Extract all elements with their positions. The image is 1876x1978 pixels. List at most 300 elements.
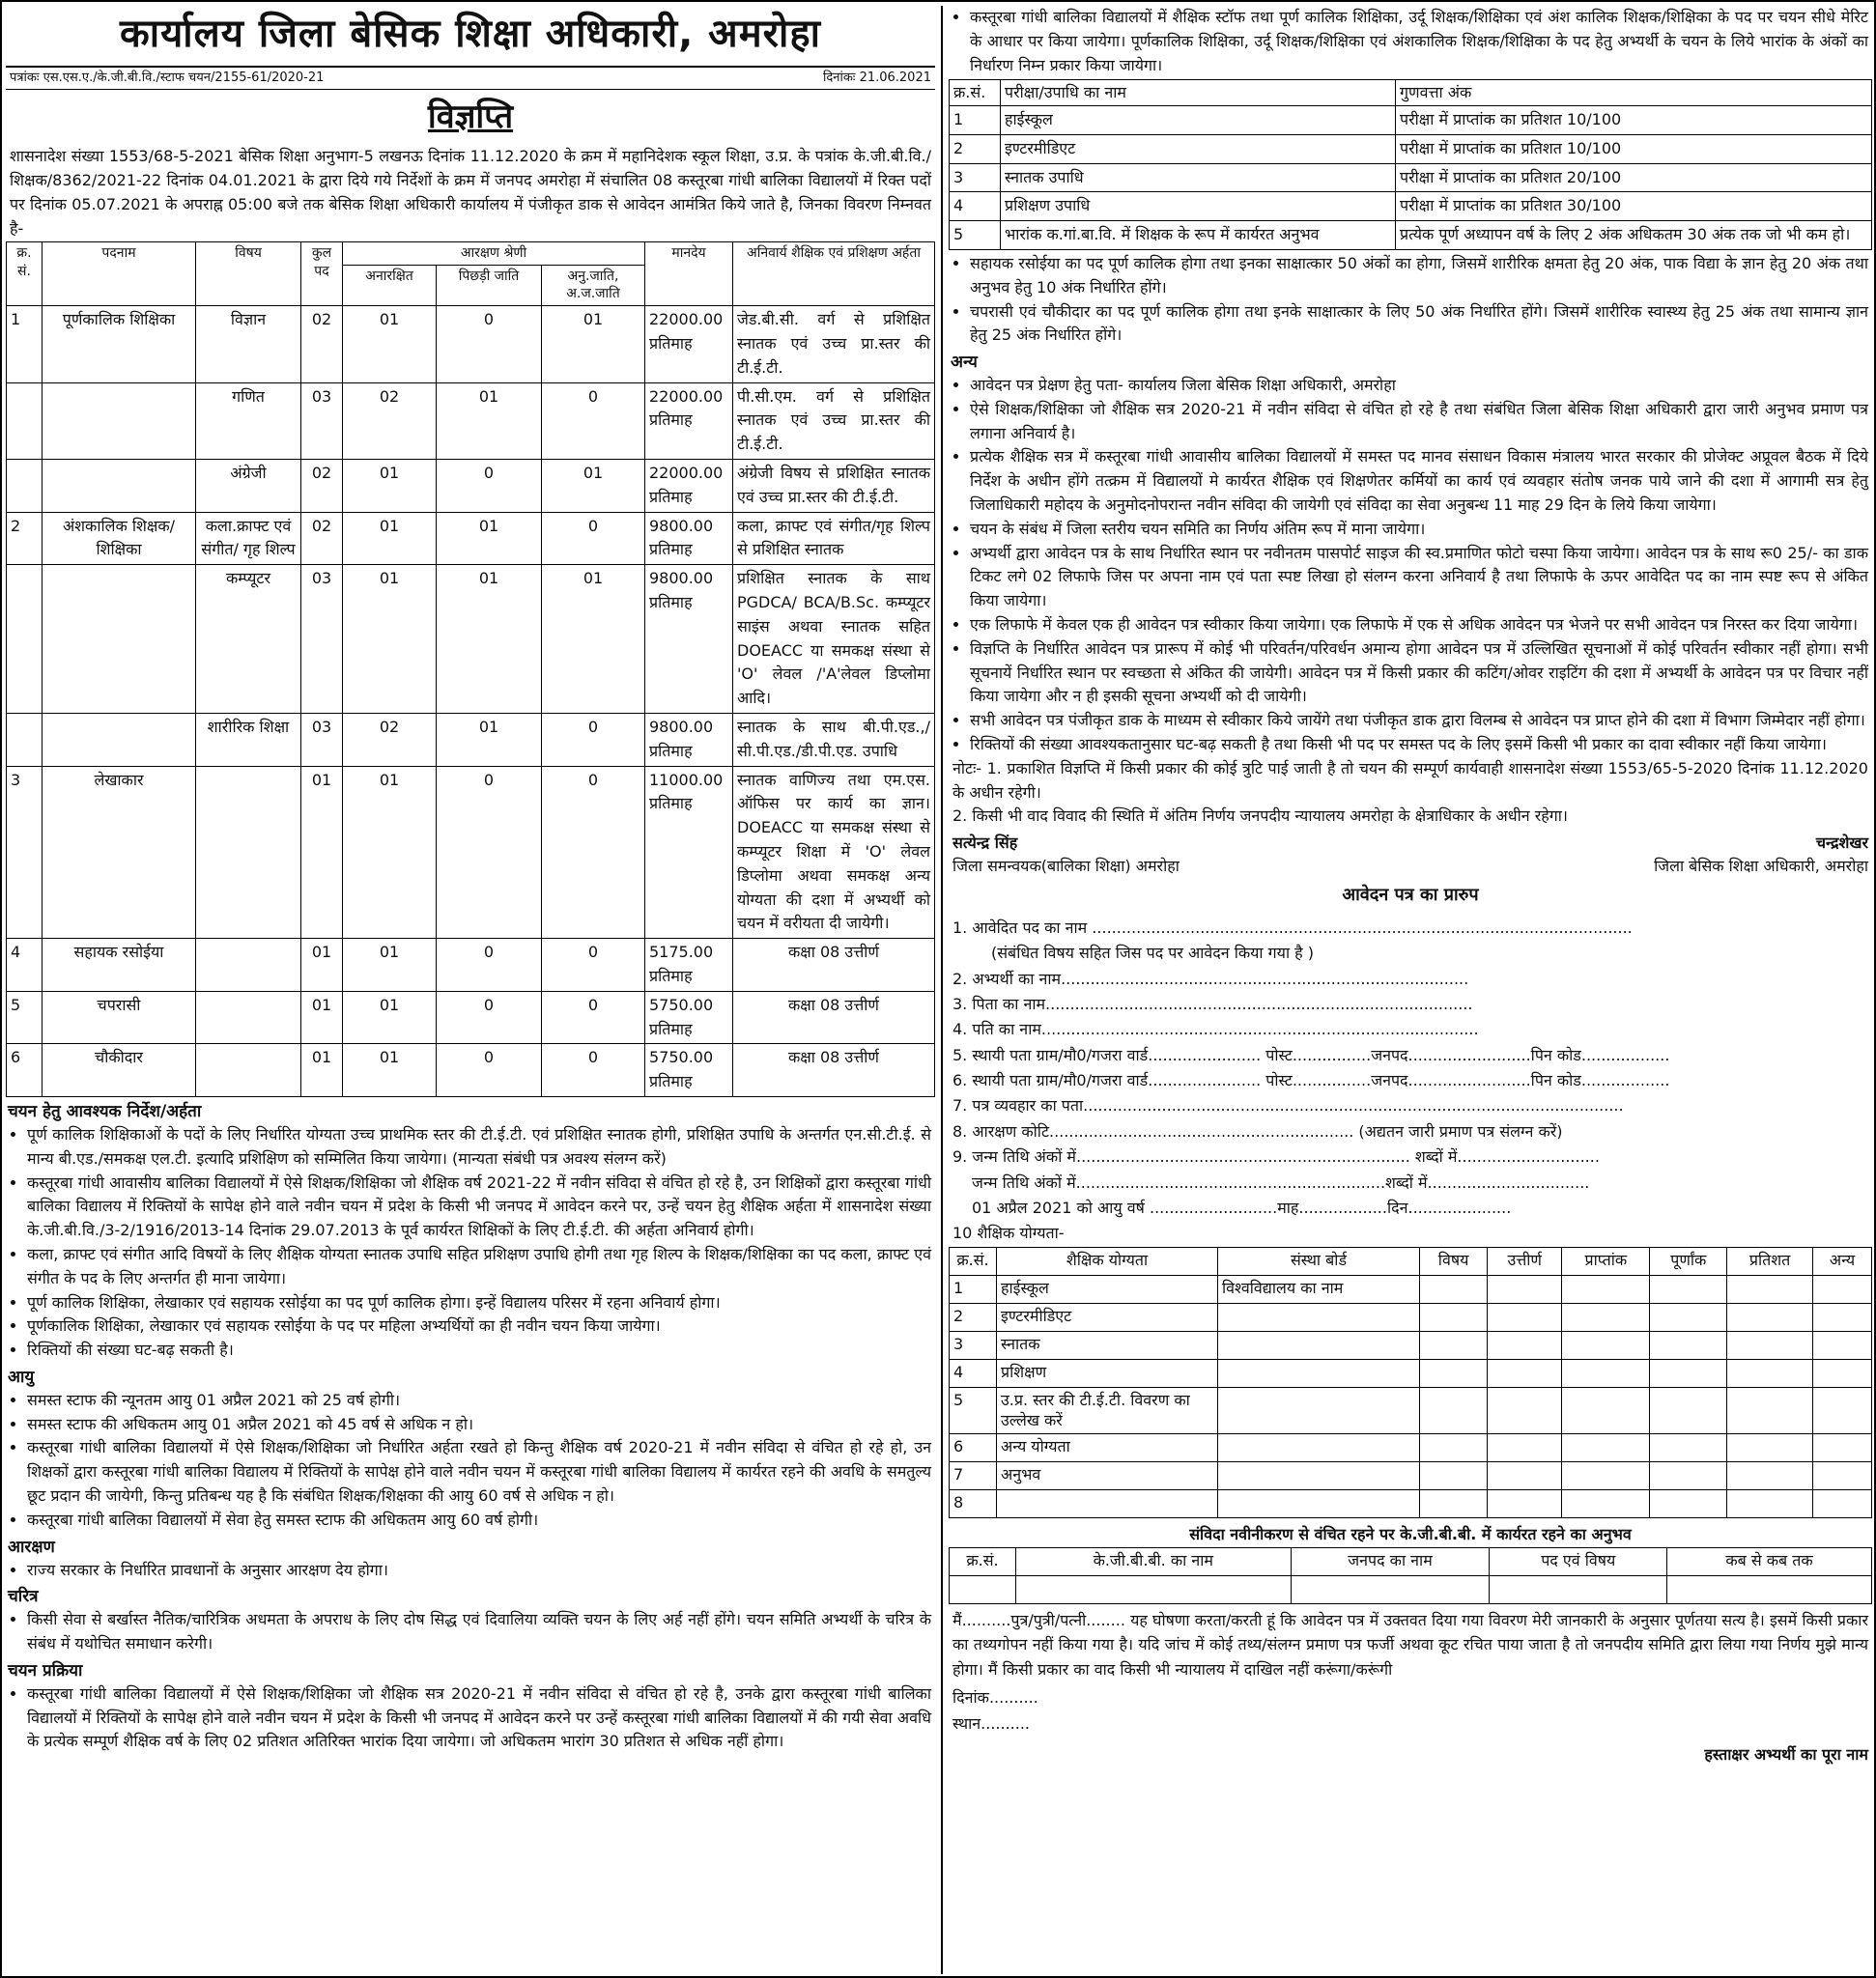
blank-cell[interactable] (1650, 1359, 1727, 1387)
row-scst: 0 (542, 1044, 645, 1097)
row-qualification: स्नातक के साथ बी.पी.एड.,/ सी.पी.एड./डी.पी.एड. उपाधि (733, 714, 935, 767)
form-line: 9. जन्म तिथि अंकों में.................................................................... शब्दों में............................. (952, 1147, 1600, 1167)
blank-cell[interactable] (1562, 1331, 1650, 1359)
blank-cell[interactable] (1650, 1461, 1727, 1489)
row-qualification: प्रशिक्षण (997, 1359, 1218, 1387)
row-marks: प्रत्येक पूर्ण अध्यापन वर्ष के लिए 2 अंक अधिकतम 30 अंक तक जो भी कम हो। (1396, 221, 1872, 250)
col-exam: परीक्षा/उपाधि का नाम (1001, 80, 1396, 106)
list-item: • पूर्ण कालिक शिक्षिका, लेखाकार एवं सहायक रसोईया का पद पूर्ण कालिक होगा। इन्हें विद्यालय परिसर में रहना अनिवार्य होगा। (27, 1291, 931, 1315)
list-item: • कस्तूरबा गांधी बालिका विद्यालयों में ऐसे शिक्षक/शिक्षिका जो शैक्षिक सत्र 2020-21 में नवीन संविदा से वंचित हो रहे है, उनके द्वारा कस्तूरबा गांधी बालिका विद्यालयों में रिक्तियों के सापेक्ष होने वाले नवीन चयन में प्रदेश के किसी भी जनपद में आवेदन करने पर उन्हें कस्तूरबा गांधी बालिका विद्यालयों में की गयी सेवा अवधि के प्रत्येक सम्पूर्ण शैक्षिक वर्ष के लिए 02 प्रतिशत अतिरिक्त भारांक दिया जायेगा। जो अधिकतम भारांग 30 प्रतिशत से अधिक नहीं होगा। (27, 1682, 931, 1754)
blank-cell[interactable] (1420, 1303, 1488, 1331)
coordinator-name: सत्येन्द्र सिंह (952, 834, 1018, 853)
applicant-signature: हस्ताक्षर अभ्यर्थी का पूरा नाम (1704, 1745, 1868, 1765)
row-subject (196, 939, 301, 992)
row-qualification: जेड.बी.सी. वर्ग से प्रशिक्षित स्नातक एवं उच्च प्रा.स्तर की टी.ई.टी. (733, 306, 935, 382)
signature-names (952, 833, 1868, 854)
row-obc: 01 (437, 512, 542, 565)
blank-cell[interactable] (1813, 1359, 1872, 1387)
row-sno: 5 (950, 221, 1001, 250)
list-item: • किसी सेवा से बर्खास्त नैतिक/चारित्रिक अधमता के अपराध के लिए दोष सिद्ध एवं दिवालिया व्यक्ति चयन के लिए अर्ह नहीं होंगे। चयन समिति अभ्यर्थी के चरित्र के संबंध में यथोचित समाधान करेगी। (27, 1608, 931, 1656)
experience-table (949, 1547, 1872, 1604)
blank-cell[interactable] (1488, 1331, 1562, 1359)
list-item: • कस्तूरबा गांधी बालिका विद्यालयों में शैक्षिक स्टॉफ तथा पूर्ण कालिक शिक्षिका, उर्दू शिक्षक/शिक्षिका एवं अंश कालिक शिक्षक/शिक्षिका के पद पर चयन सीधे मेरिट के आधार पर किया जायेगा। पूर्णकालिक शिक्षिका, उर्दू शिक्षक/शिक्षिका एवं अंशकालिक शिक्षक/शिक्षिका के पद हेतु अभ्यर्थी के चयन के लिये भारांक के अंकों का निर्धारण निम्न प्रकार किया जायेगा। (970, 6, 1868, 77)
list-item: • पूर्ण कालिक शिक्षिकाओं के पदों के लिए निर्धारित योग्यता उच्च प्राथमिक स्तर की टी.ई.टी. एवं प्रशिक्षित स्नातक होगी, प्रशिक्षित उपाधि के अन्तर्गत एन.सी.टी.ई. से मान्य बी.एड./समकक्ष एल.टी. इत्यादि प्रशिक्षिण को सम्मिलित किया जायेगा। (मान्यता संबंधी पत्र अवश्य संलग्न करें) (27, 1123, 931, 1172)
row-sno: 6 (950, 1433, 997, 1461)
signature-designations (952, 856, 1868, 877)
row-qualification: हाईस्कूल (997, 1275, 1218, 1303)
list-item: • पूर्णकालिक शिक्षिका, लेखाकार एवं सहायक रसोईया के पद पर महिला अभ्यर्थियों का ही नवीन चयन किया जायेगा। (27, 1314, 931, 1339)
blank-cell[interactable] (950, 1575, 1016, 1603)
row-board (1218, 1489, 1420, 1517)
row-sno: 3 (950, 163, 1001, 192)
section-selection-process (6, 1660, 935, 1754)
row-exam: प्रशिक्षण उपाधि (1001, 192, 1396, 221)
blank-cell[interactable] (1562, 1489, 1650, 1517)
row-scst: 0 (542, 766, 645, 939)
row-scst: 01 (542, 306, 645, 382)
form-line: 8. आरक्षण कोटि.............................................................. (अद्यतन जारी प्रमाण पत्र संलग्न करें) (952, 1121, 1563, 1141)
table-row (7, 460, 935, 513)
row-qualification: अंग्रेजी विषय से प्रशिक्षित स्नातक एवं उच्च प्रा.स्तर की टी.ई.टी. (733, 460, 935, 513)
blank-cell[interactable] (1650, 1275, 1727, 1303)
blank-cell[interactable] (1727, 1331, 1813, 1359)
row-sno: 1 (950, 105, 1001, 134)
row-scst: 0 (542, 714, 645, 767)
form-line: 4. पति का नाम......................................................................................... (952, 1020, 1479, 1039)
row-board (1218, 1331, 1420, 1359)
row-obc: 0 (437, 991, 542, 1044)
row-pay: 22000.00 प्रतिमाह (645, 306, 733, 382)
blank-cell[interactable] (1650, 1433, 1727, 1461)
list-item: • कस्तूरबा गांधी बालिका विद्यालयों में ऐसे शिक्षक/शिक्षिका जो निर्धारित अर्हता रखते हो किन्तु शैक्षिक वर्ष 2020-21 में नवीन संविदा से वंचित हो रहे हो, उन शिक्षकों द्वारा कस्तूरबा गांधी बालिका विद्यालय में रिक्तियों के सापेक्ष होने वाले नवीन चयन में कस्तूरबा गांधी बालिका विद्यालय में कार्यरत रहने की अवधि के समतुल्य छूट प्रदान की जायेगी, किन्तु प्रतिबन्ध यह है कि संबंधित शिक्षक/शिक्षका की आयु 60 वर्ष से अधिक न हो। (27, 1436, 931, 1508)
row-subject (196, 1044, 301, 1097)
list-item: • समस्त स्टाफ की न्यूनतम आयु 01 अप्रैल 2021 को 25 वर्ष होगी। (27, 1389, 931, 1413)
row-post (43, 460, 196, 513)
blank-cell[interactable] (1291, 1575, 1490, 1603)
row-qualification: स्नातक वाणिज्य तथा एम.एस. ऑफिस पर कार्य का ज्ञान। DOEACC या समकक्ष संस्था से कम्प्यूटर शिक्षा में 'O' लेवल डिप्लोमा अथवा समकक्ष अन्य योग्यता की दशा में अभ्यर्थी को चयन में वरीयता दी जायेगी। (733, 766, 935, 939)
row-qualification (997, 1489, 1218, 1517)
row-subject: अंग्रेजी (196, 460, 301, 513)
row-sno: 3 (950, 1331, 997, 1359)
row-scst: 0 (542, 382, 645, 459)
row-subject: गणित (196, 382, 301, 459)
application-form-fields (949, 916, 1872, 1247)
section-reservation (6, 1537, 935, 1583)
row-pay: 9800.00 प्रतिमाह (645, 714, 733, 767)
table-row (950, 1575, 1872, 1603)
col-obc: पिछड़ी जाति (437, 265, 542, 306)
list-item: • कस्तूरबा गांधी बालिका विद्यालयों में सेवा हेतु समस्त स्टाफ की अधिकतम आयु 60 वर्ष होगी। (27, 1509, 931, 1533)
blank-cell[interactable] (1562, 1359, 1650, 1387)
section-heading-other: अन्य (951, 353, 978, 373)
form-line: 6. स्थायी पता ग्राम/मौ0/गजरा वार्ड....................... पोस्ट................जनपद.........................पिन कोड.................. (952, 1071, 1670, 1090)
blank-cell[interactable] (1650, 1303, 1727, 1331)
row-post (43, 382, 196, 459)
list-item: • सहायक रसोईया का पद पूर्ण कालिक होगा तथा इनका साक्षात्कार 50 अंकों का होगा, जिसमें शारीरिक क्षमता हेतु 20 अंक, पाक विद्या के ज्ञान हेतु 20 अंक तथा अनुभव हेतु 10 अंक निर्धारित होंगे। (970, 252, 1868, 300)
row-pay: 9800.00 प्रतिमाह (645, 512, 733, 565)
table-row (950, 1359, 1872, 1387)
note-2: 2. किसी भी वाद विवाद की स्थिति में अंतिम निर्णय जनपदीय न्यायालय अमरोहा के क्षेत्राधिकार के अधीन रहेगा। (952, 806, 1568, 826)
col-marks: गुणवत्ता अंक (1396, 80, 1872, 106)
row-total: 03 (301, 714, 343, 767)
row-scst: 0 (542, 939, 645, 992)
row-qualification: इण्टरमीडिएट (997, 1303, 1218, 1331)
row-exam: स्नातक उपाधि (1001, 163, 1396, 192)
blank-cell[interactable] (1650, 1489, 1727, 1517)
table-row (7, 714, 935, 767)
blank-cell[interactable] (1016, 1575, 1292, 1603)
row-scst: 01 (542, 460, 645, 513)
row-unreserved: 02 (343, 382, 437, 459)
row-pay: 11000.00 प्रतिमाह (645, 766, 733, 939)
row-subject: विज्ञान (196, 306, 301, 382)
row-exam: भारांक क.गां.बा.वि. में शिक्षक के रूप में कार्यरत अनुभव (1001, 221, 1396, 250)
row-subject (196, 991, 301, 1044)
list-item: • राज्य सरकार के निर्धारित प्रावधानों के अनुसार आरक्षण देय होगा। (27, 1559, 931, 1583)
row-marks: परीक्षा में प्राप्तांक का प्रतिशत 10/100 (1396, 105, 1872, 134)
note-1: नोटः- 1. प्रकाशित विज्ञप्ति में किसी प्रकार की कोई त्रुटि पाई जाती है तो चयन की सम्पूर्ण कार्यवाही शासनादेश संख्या 1553/65-5-2020 दिनांक 11.12.2020 के अधीन रहेगी। (952, 758, 1868, 802)
table-row (7, 306, 935, 382)
blank-cell[interactable] (1813, 1387, 1872, 1433)
blank-cell[interactable] (1488, 1489, 1562, 1517)
col-sno: क्र.सं. (950, 1247, 997, 1275)
blank-cell[interactable] (1420, 1387, 1488, 1433)
reference-date: दिनांकः 21.06.2021 (822, 71, 931, 85)
row-total: 01 (301, 939, 343, 992)
blank-cell[interactable] (1727, 1489, 1813, 1517)
blank-cell[interactable] (1488, 1303, 1562, 1331)
row-sno (7, 714, 43, 767)
blank-cell[interactable] (1420, 1433, 1488, 1461)
list-item: • सभी आवेदन पत्र पंजीकृत डाक के माध्यम से स्वीकार किये जायेंगे तथा पंजीकृत डाक द्वारा विलम्ब से आवेदन पत्र प्राप्त होने की दशा में विभाग जिम्मेदार नहीं होगा। (970, 709, 1868, 733)
blank-cell[interactable] (1488, 1387, 1562, 1433)
row-sno (7, 565, 43, 714)
form-line: 10 शैक्षिक योग्यता- (952, 1224, 1065, 1243)
blank-cell[interactable] (1727, 1359, 1813, 1387)
row-obc: 01 (437, 714, 542, 767)
reference-number: पत्रांकः एस.एस.ए./के.जी.बी.वि./स्टाफ चयन/2155-61/2020-21 (10, 71, 325, 85)
blank-cell[interactable] (1420, 1461, 1488, 1489)
col-subject: विषय (1420, 1247, 1488, 1275)
blank-cell[interactable] (1727, 1275, 1813, 1303)
col-post: पदनाम (43, 241, 196, 306)
section-heading: चयन हेतु आवश्यक निर्देश/अर्हता (8, 1102, 202, 1121)
vacancy-table (6, 241, 935, 1097)
blank-cell[interactable] (1420, 1359, 1488, 1387)
row-obc: 01 (437, 382, 542, 459)
row-unreserved: 01 (343, 766, 437, 939)
row-unreserved: 02 (343, 714, 437, 767)
table-row (950, 1275, 1872, 1303)
table-row (950, 1387, 1872, 1433)
row-qualification: अन्य योग्यता (997, 1433, 1218, 1461)
row-total: 03 (301, 565, 343, 714)
table-row (7, 512, 935, 565)
blank-cell[interactable] (1420, 1489, 1488, 1517)
row-post: चौकीदार (43, 1044, 196, 1097)
row-sno: 3 (7, 766, 43, 939)
col-post-subject: पद एवं विषय (1490, 1547, 1667, 1575)
coordinator-designation: जिला समन्वयक(बालिका शिक्षा) अमरोहा (952, 856, 1180, 875)
row-pay: 22000.00 प्रतिमाह (645, 460, 733, 513)
blank-cell[interactable] (1813, 1331, 1872, 1359)
table-row (7, 565, 935, 714)
row-unreserved: 01 (343, 512, 437, 565)
blank-cell[interactable] (1813, 1433, 1872, 1461)
col-max: पूर्णांक (1650, 1247, 1727, 1275)
table-row (950, 134, 1872, 163)
row-post: सहायक रसोईया (43, 939, 196, 992)
row-obc: 0 (437, 939, 542, 992)
place-field: स्थान.......... (952, 1713, 1031, 1733)
table-row (950, 1303, 1872, 1331)
date-field: दिनांक.......... (952, 1688, 1038, 1708)
row-pay: 9800.00 प्रतिमाह (645, 565, 733, 714)
row-marks: परीक्षा में प्राप्तांक का प्रतिशत 10/100 (1396, 134, 1872, 163)
form-line: 1. आवेदित पद का नाम .............................................................................................................. (952, 918, 1633, 937)
list-item: • रिक्तियों की संख्या घट-बढ़ सकती है। (27, 1339, 931, 1363)
row-scst: 0 (542, 512, 645, 565)
row-marks: परीक्षा में प्राप्तांक का प्रतिशत 20/100 (1396, 163, 1872, 192)
col-subject: विषय (196, 241, 301, 306)
row-exam: इण्टरमीडिएट (1001, 134, 1396, 163)
table-row (7, 766, 935, 939)
row-pay: 5750.00 प्रतिमाह (645, 991, 733, 1044)
blank-cell[interactable] (1813, 1275, 1872, 1303)
blank-cell[interactable] (1488, 1275, 1562, 1303)
reference-line (6, 66, 935, 90)
col-sno: क्र.सं. (950, 80, 1001, 106)
row-obc: 01 (437, 565, 542, 714)
col-sno: क्र.सं. (950, 1547, 1016, 1575)
row-unreserved: 01 (343, 939, 437, 992)
table-row (950, 1461, 1872, 1489)
list-item: • चपरासी एवं चौकीदार का पद पूर्ण कालिक होगा तथा इनके साक्षात्कार के लिए 50 अंक निर्धारित होंगे। जिसमें शारीरिक स्वास्थ्य हेतु 25 अंक तथा सामान्य ज्ञान हेतु 25 अंक निर्धारित होंगे। (970, 300, 1868, 349)
row-sno: 1 (950, 1275, 997, 1303)
col-other: अन्य (1813, 1247, 1872, 1275)
blank-cell[interactable] (1562, 1303, 1650, 1331)
row-subject (196, 766, 301, 939)
col-district: जनपद का नाम (1291, 1547, 1490, 1575)
col-scst: अनु.जाति, अ.ज.जाति (542, 265, 645, 306)
blank-cell[interactable] (1727, 1461, 1813, 1489)
row-qualification: कला, क्राफ्ट एवं संगीत/गृह शिल्प से प्रशिक्षित स्नातक (733, 512, 935, 565)
right-column (941, 6, 1872, 1974)
table-row (7, 1044, 935, 1097)
row-qualification: कक्षा 08 उत्तीर्ण (733, 1044, 935, 1097)
row-total: 03 (301, 382, 343, 459)
list-item: • एक लिफाफे में केवल एक ही आवेदन पत्र स्वीकार किया जायेगा। एक लिफाफे में एक से अधिक आवेदन पत्र भेजने पर सभी आवेदन पत्र निरस्त कर दिया जायेगा। (970, 613, 1868, 637)
blank-cell[interactable] (1727, 1433, 1813, 1461)
row-sno (7, 460, 43, 513)
blank-cell[interactable] (1488, 1359, 1562, 1387)
blank-cell[interactable] (1650, 1387, 1727, 1433)
list-item: • ऐसे शिक्षक/शिक्षिका जो शैक्षिक सत्र 2020-21 में नवीन संविदा से वंचित हो रहे है तथा संबंधित जिला बेसिक शिक्षा अधिकारी द्वारा जारी अनुभव प्रमाण पत्र लगाना अनिवार्य है। (970, 398, 1868, 446)
blank-cell[interactable] (1562, 1387, 1650, 1433)
row-unreserved: 01 (343, 565, 437, 714)
row-subject: शारीरिक शिक्षा (196, 714, 301, 767)
row-obc: 0 (437, 306, 542, 382)
row-post (43, 565, 196, 714)
table-row (950, 1433, 1872, 1461)
blank-cell[interactable] (1813, 1489, 1872, 1517)
row-obc: 0 (437, 460, 542, 513)
list-item: • कला, क्राफ्ट एवं संगीत आदि विषयों के लिए शैक्षिक योग्यता स्नातक उपाधि सहित प्रशिक्षण उपाधि होगी तथा गृह शिल्प के शिक्षक/शिक्षिका का पद कला, क्राफ्ट एवं संगीत के पद के लिए अन्तर्गत ही माना जायेगा। (27, 1243, 931, 1291)
row-qualification: पी.सी.एम. वर्ग से प्रशिक्षित स्नातक एवं उच्च प्रा.स्तर की टी.ई.टी. (733, 382, 935, 459)
section-character (6, 1586, 935, 1656)
officer-designation: जिला बेसिक शिक्षा अधिकारी, अमरोहा (1654, 856, 1868, 875)
row-sno: 2 (7, 512, 43, 565)
row-unreserved: 01 (343, 460, 437, 513)
row-board (1218, 1461, 1420, 1489)
blank-cell[interactable] (1420, 1275, 1488, 1303)
col-passed: उत्तीर्ण (1488, 1247, 1562, 1275)
row-subject: कला.क्राफ्ट एवं संगीत/ गृह शिल्प (196, 512, 301, 565)
table-row (7, 382, 935, 459)
section-heading: चरित्र (8, 1587, 39, 1607)
table-row (950, 221, 1872, 250)
form-line: (संबंधित विषय सहित जिस पद पर आवेदन किया गया है ) (991, 944, 1315, 963)
col-period: कब से कब तक (1667, 1547, 1872, 1575)
row-sno: 2 (950, 1303, 997, 1331)
row-post: पूर्णकालिक शिक्षिका (43, 306, 196, 382)
row-board: विश्वविद्यालय का नाम (1218, 1275, 1420, 1303)
list-item: • प्रत्येक शैक्षिक सत्र में कस्तूरबा गांधी आवासीय बालिका विद्यालयों में समस्त पद मानव संसाधन विकास मंत्रालय भारत सरकार की प्रोजेक्ट अप्रूवल बैठक में दिये निर्देश के अधीन होंगे तत्क्रम में विद्यालयों मे कार्यरत शैक्षिक एवं शिक्षणेतर कर्मियों का कार्य एवं व्यवहार संतोष जनक पाये जाने की दशा में आगामी सत्र हेतु जिलाधिकारी महोदय के अनुमोदनोपरान्त नवीन संविदा की जायेगी एवं संविदा का सेवा अनुबन्ध 11 माह 29 दिन के लिये किया जायेगा। (970, 445, 1868, 517)
row-board (1218, 1359, 1420, 1387)
row-total: 01 (301, 1044, 343, 1097)
row-sno: 4 (7, 939, 43, 992)
list-item: • अभ्यर्थी द्वारा आवेदन पत्र के साथ निर्धारित स्थान पर नवीनतम पासपोर्ट साइज की स्व.प्रमाणित फोटो चस्पा किया जायेगा। आवेदन पत्र के साथ रू0 25/- का डाक टिकट लगे 02 लिफाफे जिस पर अपना नाम एवं पता स्पष्ट लिखा हो संलग्न करना अनिवार्य है तथा लिफाफे के ऊपर आवेदित पद का नाम स्पष्ट रूप से अंकित किया जायेगा। (970, 542, 1868, 613)
table-row (950, 192, 1872, 221)
blank-cell[interactable] (1490, 1575, 1667, 1603)
col-qualification: अनिवार्य शैक्षिक एवं प्रशिक्षण अर्हता (733, 241, 935, 306)
row-obc: 0 (437, 766, 542, 939)
list-item: • कस्तूरबा गांधी आवासीय बालिका विद्यालयों में ऐसे शिक्षक/शिक्षिका जो शैक्षिक वर्ष 2021-22 में नवीन संविदा से वंचित हो रहे है, उन शिक्षिकों द्वारा कस्तूरबा गांधी बालिका विद्यालय में रिक्तियों के सापेक्ष होने वाले नवीन चयन में प्रदेश के किसी भी जनपद में आवेदन करने पर, उन्हें चयन हेतु शैक्षिक अर्हता में शासनादेश संख्या के.जी.बी.वि./3-2/1916/2013-14 दिनांक 29.07.2013 के पूर्व कार्यरत शिक्षिकों के लिए टी.ई.टी. की अर्हता अनिवार्य होगी। (27, 1172, 931, 1243)
row-qualification: अनुभव (997, 1461, 1218, 1489)
row-post: लेखाकार (43, 766, 196, 939)
col-percent: प्रतिशत (1727, 1247, 1813, 1275)
section-eligibility (6, 1101, 935, 1363)
list-item: • चयन के संबंध में जिला स्तरीय चयन समिति का निर्णय अंतिम रूप में माना जायेगा। (970, 518, 1868, 542)
row-total: 02 (301, 512, 343, 565)
merit-table (949, 79, 1872, 250)
row-subject: कम्प्यूटर (196, 565, 301, 714)
section-age (6, 1367, 935, 1533)
blank-cell[interactable] (1667, 1575, 1872, 1603)
col-total: कुल पद (301, 241, 343, 306)
row-qualification: स्नातक (997, 1331, 1218, 1359)
row-sno: 5 (7, 991, 43, 1044)
blank-cell[interactable] (1562, 1433, 1650, 1461)
col-honorarium: मानदेय (645, 241, 733, 306)
qualification-table (949, 1247, 1872, 1518)
row-qualification: प्रशिक्षित स्नातक के साथ PGDCA/ BCA/B.Sc. कम्प्यूटर साइंस अथवा स्नातक सहित DOEACC या समकक्ष संस्था से 'O' लेवल /'A'लेवल डिप्लोमा आदि। (733, 565, 935, 714)
row-sno: 2 (950, 134, 1001, 163)
table-row (950, 1489, 1872, 1517)
form-line: 2. अभ्यर्थी का नाम................................................................................... (952, 969, 1469, 988)
row-sno: 6 (7, 1044, 43, 1097)
row-sno: 1 (7, 306, 43, 382)
blank-cell[interactable] (1813, 1461, 1872, 1489)
table-row (950, 1331, 1872, 1359)
row-qualification: कक्षा 08 उत्तीर्ण (733, 991, 935, 1044)
form-line: 7. पत्र व्यवहार का पता.............................................................................................................. (952, 1096, 1624, 1116)
table-row (950, 105, 1872, 134)
blank-cell[interactable] (1488, 1433, 1562, 1461)
left-column (6, 6, 935, 1974)
section-heading: चयन प्रक्रिया (8, 1660, 83, 1681)
col-sno: क्र. सं. (7, 241, 43, 306)
row-post: चपरासी (43, 991, 196, 1044)
row-sno: 4 (950, 1359, 997, 1387)
col-board: संस्था बोर्ड (1218, 1247, 1420, 1275)
blank-cell[interactable] (1727, 1303, 1813, 1331)
blank-cell[interactable] (1562, 1275, 1650, 1303)
row-sno: 4 (950, 192, 1001, 221)
row-qualification: कक्षा 08 उत्तीर्ण (733, 939, 935, 992)
blank-cell[interactable] (1488, 1461, 1562, 1489)
col-reservation: आरक्षण श्रेणी (343, 241, 645, 265)
row-post: अंशकालिक शिक्षक/शिक्षिका (43, 512, 196, 565)
intro-paragraph: शासनादेश संख्या 1553/68-5-2021 बेसिक शिक्षा अनुभाग-5 लखनऊ दिनांक 11.12.2020 के क्रम में महानिदेशक स्कूल शिक्षा, उ.प्र. के पत्रांक के.जी.बी.वि./शिक्षक/8362/2021-22 दिनांक 04.01.2021 के द्वारा दिये गये निर्देशों के क्रम में जनपद अमरोहा में संचालित 08 कस्तूरबा गांधी बालिका विद्यालयों में रिक्त पदों पर दिनांक 05.07.2021 के अपराह्न 05:00 बजे तक बेसिक शिक्षा अधिकारी कार्यालय में पंजीकृत डाक से आवेदन आमंत्रित किये जाते है, जिनका विवरण निम्नवत है- (10, 147, 931, 238)
col-school: के.जी.बी.बी. का नाम (1016, 1547, 1292, 1575)
list-item: • विज्ञप्ति के निर्धारित आवेदन पत्र प्रारूप में कोई भी परिवर्तन/परिवर्धन अमान्य होगा आवेदन पत्र में उल्लिखित सूचनाओं में कोई परिवर्तन स्वीकार नहीं होगा। सभी सूचनायें निर्धारित स्थान पर स्वच्छता से अंकित की जायेगी। आवेदन पत्र में किसी प्रकार की कटिंग/ओवर राइटिंग की दशा में अभ्यर्थी के आवेदन पत्र पर विचार नहीं किया जायेगा और न ही इसकी सूचना अभ्यर्थी को दी जायेगी। (970, 637, 1868, 709)
blank-cell[interactable] (1813, 1303, 1872, 1331)
section-heading: आयु (8, 1367, 35, 1387)
list-item: • समस्त स्टाफ की अधिकतम आयु 01 अप्रैल 2021 को 45 वर्ष से अधिक न हो। (27, 1413, 931, 1437)
section-heading: आरक्षण (8, 1537, 55, 1557)
blank-cell[interactable] (1650, 1331, 1727, 1359)
blank-cell[interactable] (1420, 1331, 1488, 1359)
blank-cell[interactable] (1727, 1387, 1813, 1433)
form-line: जन्म तिथि अंकों में...............................................................शब्दों में................................. (972, 1173, 1590, 1192)
row-pay: 5750.00 प्रतिमाह (645, 1044, 733, 1097)
row-pay: 5175.00 प्रतिमाह (645, 939, 733, 992)
row-unreserved: 01 (343, 1044, 437, 1097)
row-obc: 0 (437, 1044, 542, 1097)
form-line: 01 अप्रैल 2021 को आयु वर्ष ..........................माह..................दिन..................... (972, 1199, 1512, 1218)
row-board (1218, 1433, 1420, 1461)
table-row (950, 163, 1872, 192)
row-unreserved: 01 (343, 991, 437, 1044)
row-total: 01 (301, 991, 343, 1044)
list-item: • रिक्तियों की संख्या आवश्यकतानुसार घट-बढ़ सकती है तथा किसी भी पद पर समस्त पद के लिए इसमें किसी भी प्रकार का दावा स्वीकार नहीं किया जायेगा। (970, 733, 1868, 757)
form-line: 5. स्थायी पता ग्राम/मौ0/गजरा वार्ड....................... पोस्ट................जनपद.........................पिन कोड.................. (952, 1045, 1670, 1064)
table-row (7, 939, 935, 992)
row-marks: परीक्षा में प्राप्तांक का प्रतिशत 30/100 (1396, 192, 1872, 221)
row-qualification: उ.प्र. स्तर की टी.ई.टी. विवरण का उल्लेख करें (997, 1387, 1218, 1433)
blank-cell[interactable] (1562, 1461, 1650, 1489)
row-exam: हाईस्कूल (1001, 105, 1396, 134)
row-post (43, 714, 196, 767)
row-scst: 0 (542, 991, 645, 1044)
row-sno: 7 (950, 1461, 997, 1489)
experience-title: संविदा नवीनीकरण से वंचित रहने पर के.जी.बी.बी. में कार्यरत रहने का अनुभव (1189, 1524, 1632, 1543)
form-line: 3. पिता का नाम....................................................................................... (952, 994, 1473, 1013)
row-unreserved: 01 (343, 306, 437, 382)
declaration: मैं..........पुत्र/पुत्री/पत्नी........ यह घोषणा करता/करती हूं कि आवेदन पत्र में उक्तवत दिया गया विवरण मेरी जानकारी के अनुसार पूर्णतया सत्य है। इसमें किसी प्रकार का तथ्यगोपन नहीं किया गया है। यदि जांच में कोई तथ्य/संलग्न प्रमाण पत्र फर्जी अथवा कूट रचित पाया जाता है तो जनपदीय समिति द्वारा लिया गया निर्णय मुझे मान्य होगा। मैं किसी प्रकार का वाद किसी भी न्यायालय में दाखिल नहीं करूंगा/करूंगी (952, 1610, 1868, 1679)
row-pay: 22000.00 प्रतिमाह (645, 382, 733, 459)
row-total: 01 (301, 766, 343, 939)
list-item: • आवेदन पत्र प्रेक्षण हेतु पता- कार्यालय जिला बेसिक शिक्षा अधिकारी, अमरोहा (970, 374, 1868, 398)
application-form-title: आवेदन पत्र का प्रारुप (1342, 885, 1479, 906)
row-sno: 5 (950, 1387, 997, 1433)
officer-name: चन्द्रशेखर (1815, 834, 1868, 853)
notice-heading: विज्ञप्ति (427, 97, 514, 136)
row-board (1218, 1387, 1420, 1433)
row-sno: 8 (950, 1489, 997, 1517)
row-scst: 01 (542, 565, 645, 714)
